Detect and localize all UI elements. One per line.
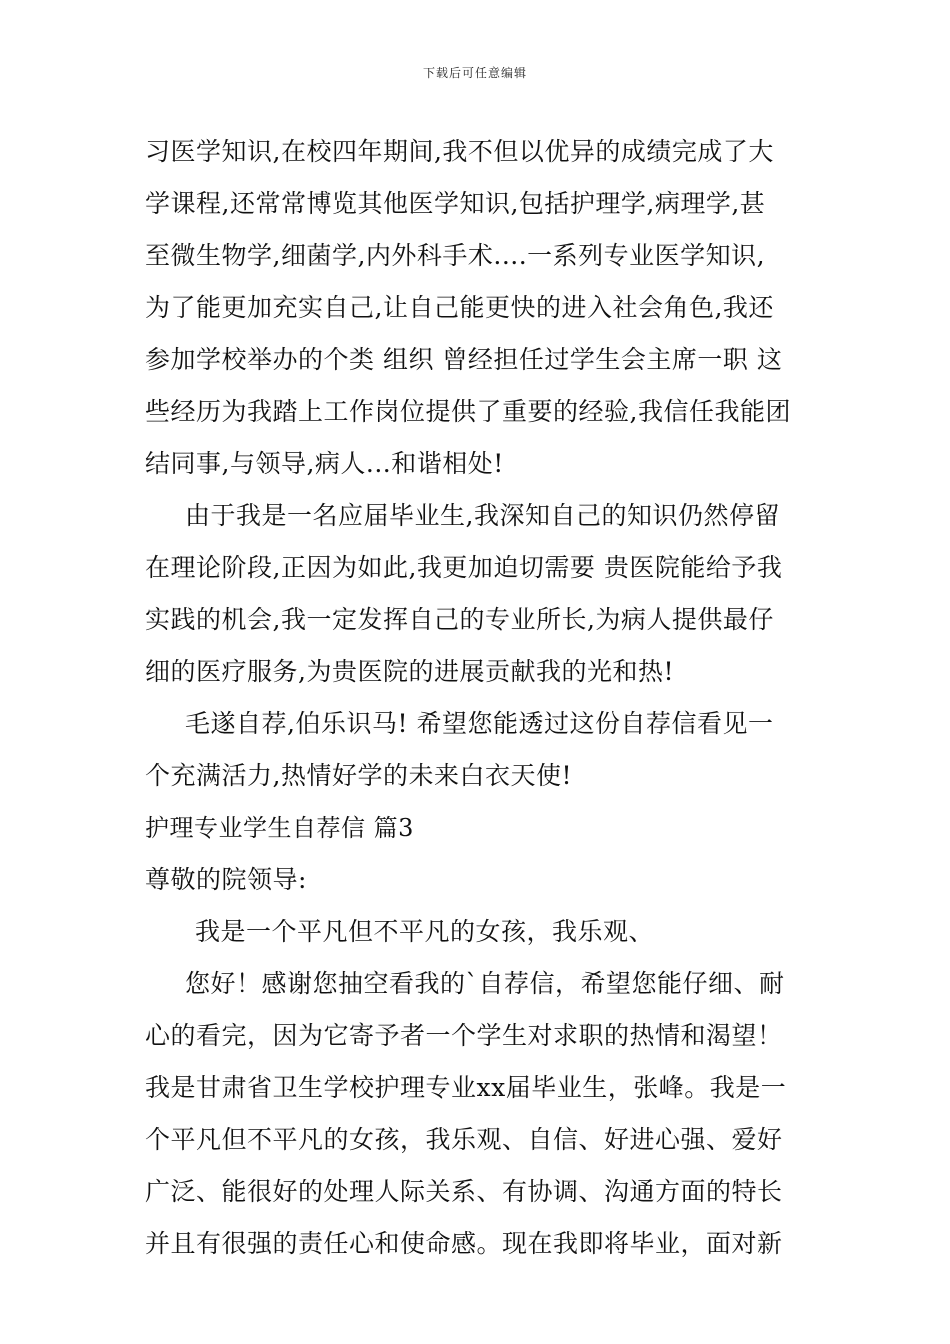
- document-body: [145, 126, 815, 1270]
- body-line: 结同事,与领导,病人...和谐相处!: [145, 449, 504, 478]
- paragraph-start-line: 您好！感谢您抽空看我的`自荐信，希望您能仔细、耐: [185, 969, 785, 998]
- section-heading: 护理专业学生自荐信 篇3: [145, 814, 414, 842]
- paragraph-start-line: 由于我是一名应届毕业生,我深知自己的知识仍然停留: [185, 501, 780, 530]
- page-header-note: 下载后可任意编辑: [422, 66, 527, 80]
- body-line: 为了能更加充实自己,让自己能更快的进入社会角色,我还: [145, 293, 774, 322]
- salutation: 尊敬的院领导:: [145, 865, 307, 894]
- body-line: 在理论阶段,正因为如此,我更加迫切需要 贵医院能给予我: [145, 553, 783, 582]
- body-line: 细的医疗服务,为贵医院的进展贡献我的光和热!: [145, 657, 674, 686]
- body-line: 我是甘肃省卫生学校护理专业xx届毕业生，张峰。我是一: [145, 1073, 787, 1102]
- body-line: 实践的机会,我一定发挥自己的专业所长,为病人提供最仔: [145, 605, 774, 634]
- body-line: 些经历为我踏上工作岗位提供了重要的经验,我信任我能团: [145, 397, 791, 426]
- body-line: 心的看完，因为它寄予者一个学生对求职的热情和渴望！: [145, 1021, 783, 1050]
- body-line: 学课程,还常常博览其他医学知识,包括护理学,病理学,甚: [145, 189, 766, 218]
- paragraph-start-line: 我是一个平凡但不平凡的女孩，我乐观、: [195, 917, 655, 946]
- body-line: 广泛、能很好的处理人际关系、有协调、沟通方面的特长: [145, 1177, 783, 1206]
- body-line: 个平凡但不平凡的女孩，我乐观、自信、好进心强、爱好: [145, 1125, 783, 1154]
- body-line: 参加学校举办的个类 组织 曾经担任过学生会主席一职 这: [145, 345, 783, 374]
- body-line: 习医学知识,在校四年期间,我不但以优异的成绩完成了大: [145, 137, 774, 166]
- body-line: 个充满活力,热情好学的未来白衣天使!: [145, 761, 572, 790]
- paragraph-start-line: 毛遂自荐,伯乐识马! 希望您能透过这份自荐信看见一: [185, 709, 774, 738]
- body-line: 至微生物学,细菌学,内外科手术....一系列专业医学知识,: [145, 241, 766, 270]
- body-line: 并且有很强的责任心和使命感。现在我即将毕业，面对新: [145, 1229, 783, 1258]
